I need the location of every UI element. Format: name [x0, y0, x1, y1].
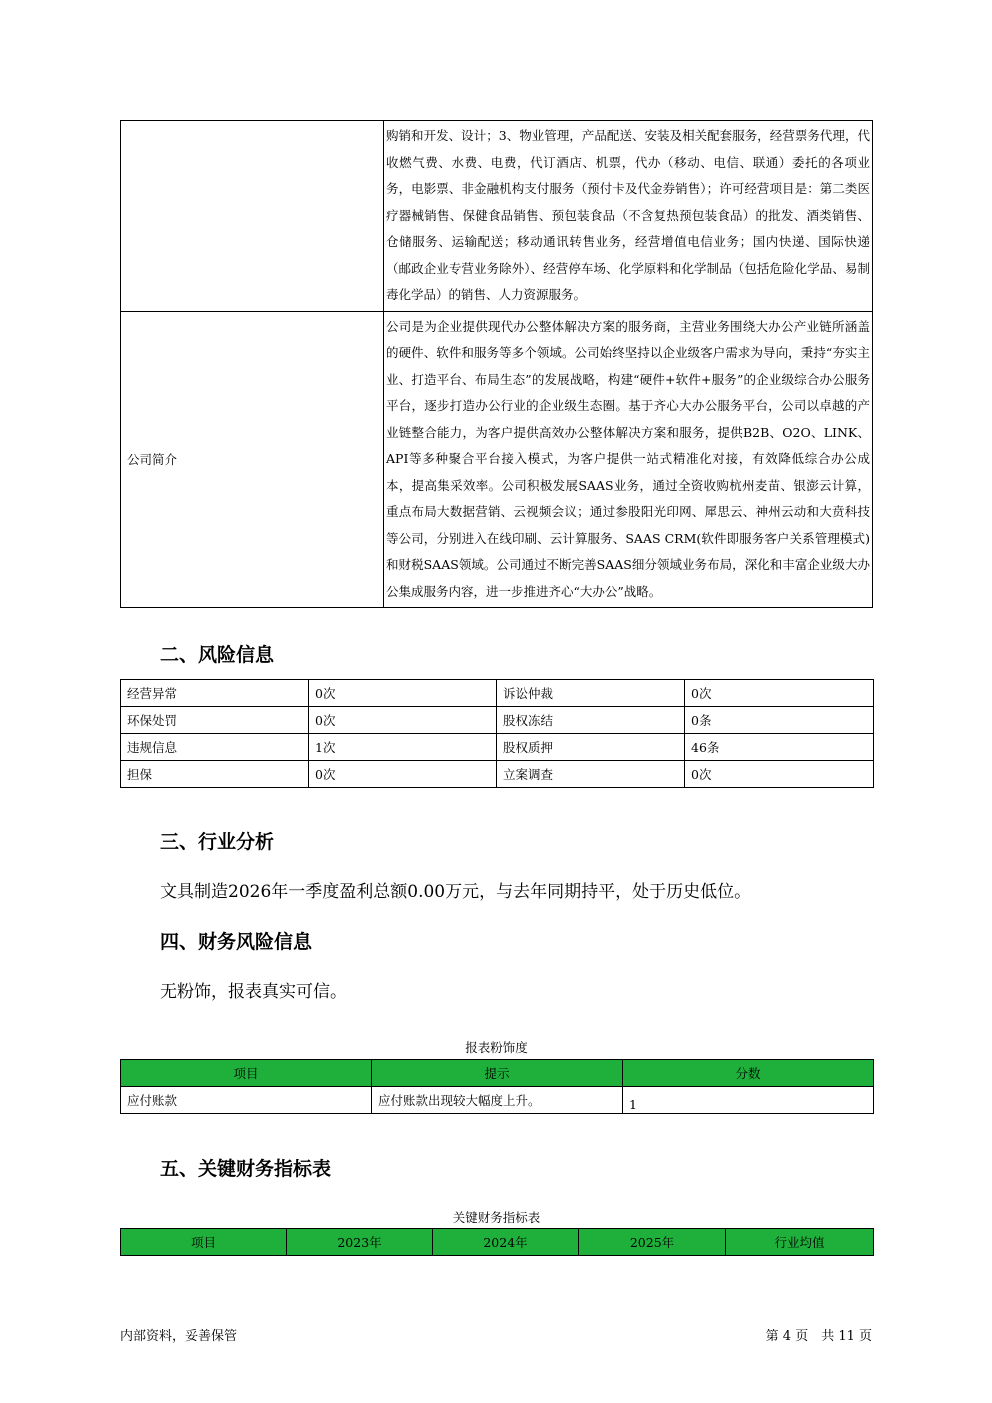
table-row — [121, 734, 874, 761]
column-header: 项目 — [121, 1060, 372, 1087]
whitewash-item: 应付账款 — [121, 1087, 372, 1114]
risk-value: 0次 — [309, 761, 497, 788]
column-header: 行业均值 — [726, 1229, 874, 1256]
risk-value: 0次 — [309, 707, 497, 734]
section-financial-risk-title: 四、财务风险信息 — [160, 931, 313, 953]
risk-label: 担保 — [121, 761, 309, 788]
risk-label: 立案调查 — [497, 761, 685, 788]
table-row — [121, 761, 874, 788]
risk-label: 股权质押 — [497, 734, 685, 761]
footer-confidential-note: 内部资料，妥善保管 — [120, 1329, 238, 1344]
risk-label: 股权冻结 — [497, 707, 685, 734]
column-header: 2024年 — [433, 1229, 579, 1256]
company-profile-text: 公司是为企业提供现代办公整体解决方案的服务商，主营业务围绕大办公产业链所涵盖的硬件、软件和服务等多个领域。公司始终坚持以企业级客户需求为导向，秉持“夯实主业、打造平台、布局生态”的发展战略，构建“硬件+软件+服务”的企业级综合办公服务平台，逐步打造办公行业的企业级生态圈。基于齐心大办公服务平台，公司以卓越的产业链整合能力，为客户提供高效办公整体解决方案和服务，提供B2B、O2O、LINK、API等多种聚合平台接入模式，为客户提供一站式精准化对接，有效降低综合办公成本，提高集采效率。公司积极发展SAAS业务，通过全资收购杭州麦苗、银澎云计算，重点布局大数据营销、云视频会议；通过参股阳光印网、犀思云、神州云动和大贲科技等公司，分别进入在线印刷、云计算服务、SAAS CRM(软件即服务客户关系管理模式)和财税SAAS领域。公司通过不断完善SAAS细分领域业务布局，深化和丰富企业级大办公集成服务内容，进一步推进齐心“大办公”战略。 — [384, 311, 873, 608]
section-key-indicators-title: 五、关键财务指标表 — [160, 1158, 332, 1180]
section-industry-title: 三、行业分析 — [160, 831, 275, 853]
financial-risk-text: 无粉饰，报表真实可信。 — [160, 982, 347, 1002]
section-risk-title: 二、风险信息 — [160, 644, 275, 666]
risk-value: 0次 — [685, 680, 874, 707]
risk-info-table — [120, 679, 874, 788]
risk-label: 违规信息 — [121, 734, 309, 761]
info-row-business-scope — [121, 121, 873, 312]
risk-label: 环保处罚 — [121, 707, 309, 734]
risk-value: 0次 — [685, 761, 874, 788]
whitewash-score: 1 — [623, 1087, 874, 1114]
footer-page-number: 第 4 页 共 11 页 — [765, 1329, 872, 1344]
risk-value: 46条 — [685, 734, 874, 761]
column-header: 提示 — [372, 1060, 623, 1087]
table-header-row — [121, 1060, 874, 1087]
whitewash-table — [120, 1059, 874, 1114]
risk-value: 1次 — [309, 734, 497, 761]
industry-analysis-text: 文具制造2026年一季度盈利总额0.00万元，与去年同期持平，处于历史低位。 — [160, 882, 752, 902]
company-profile-label: 公司简介 — [121, 311, 384, 608]
risk-value: 0条 — [685, 707, 874, 734]
table-row — [121, 1087, 874, 1114]
key-financial-indicators-table — [120, 1228, 874, 1256]
table-row — [121, 707, 874, 734]
risk-value: 0次 — [309, 680, 497, 707]
info-label-empty — [121, 121, 384, 312]
table-row — [121, 680, 874, 707]
business-scope-text: 购销和开发、设计；3、物业管理，产品配送、安装及相关配套服务，经营票务代理，代收燃气费、水费、电费，代订酒店、机票，代办（移动、电信、联通）委托的各项业务，电影票、非金融机构支付服务（预付卡及代金券销售）；许可经营项目是：第二类医疗器械销售、保健食品销售、预包装食品（不含复热预包装食品）的批发、酒类销售、仓储服务、运输配送；移动通讯转售业务，经营增值电信业务；国内快递、国际快递（邮政企业专营业务除外）、经营停车场、化学原料和化学制品（包括危险化学品、易制毒化学品）的销售、人力资源服务。 — [384, 121, 873, 312]
column-header: 2023年 — [287, 1229, 433, 1256]
fin-table-caption: 关键财务指标表 — [452, 1210, 541, 1225]
info-row-company-profile — [121, 311, 873, 608]
column-header: 分数 — [623, 1060, 874, 1087]
risk-label: 经营异常 — [121, 680, 309, 707]
risk-label: 诉讼仲裁 — [497, 680, 685, 707]
column-header: 项目 — [121, 1229, 287, 1256]
column-header: 2025年 — [579, 1229, 726, 1256]
whitewash-table-caption: 报表粉饰度 — [465, 1040, 528, 1055]
table-header-row — [121, 1229, 874, 1256]
company-info-table — [120, 120, 873, 608]
whitewash-hint: 应付账款出现较大幅度上升。 — [372, 1087, 623, 1114]
